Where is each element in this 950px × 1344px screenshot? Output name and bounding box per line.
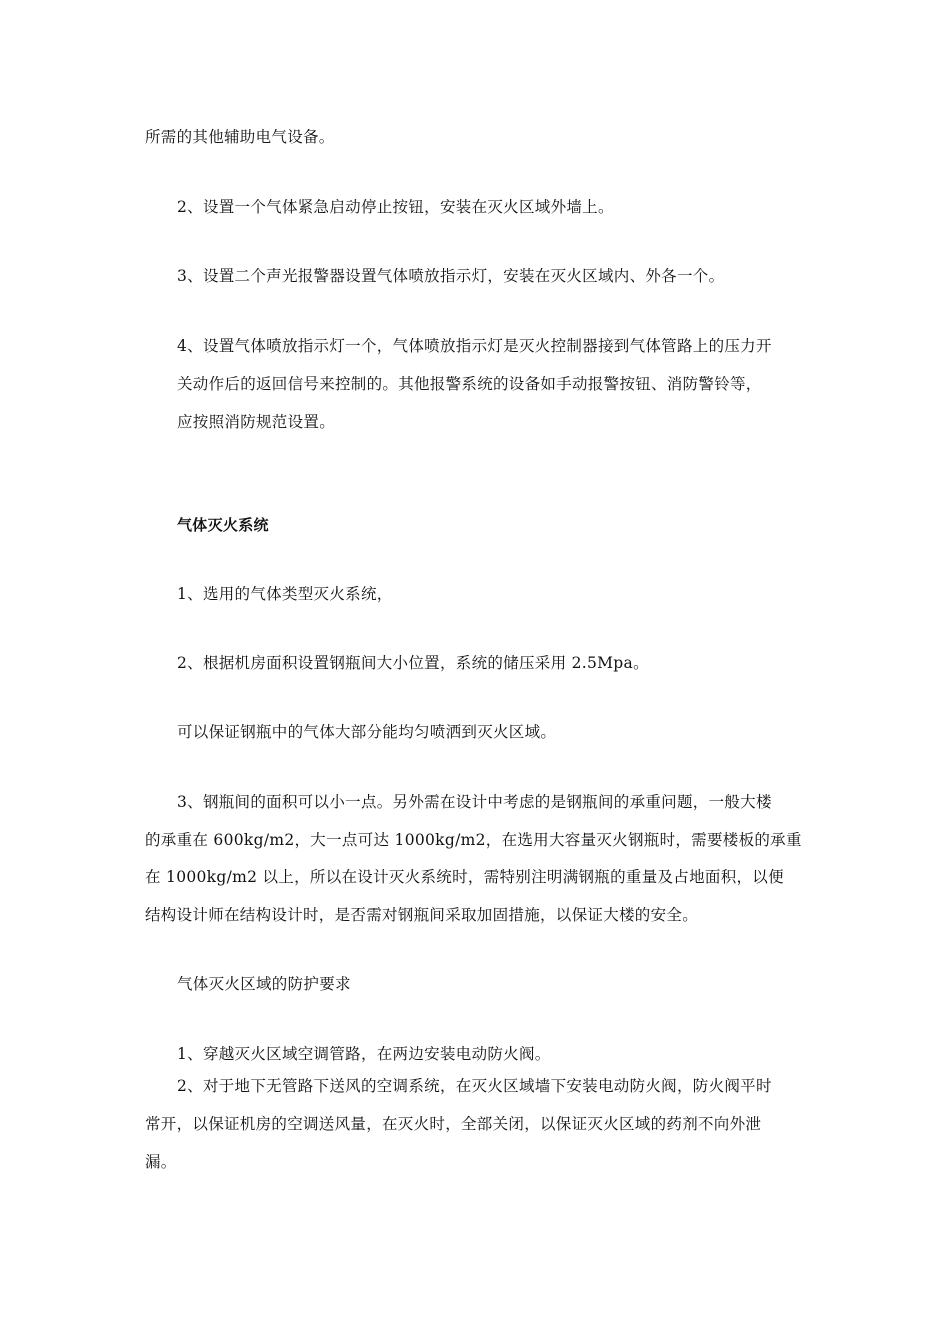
paragraph-line: 应按照消防规范设置。 — [177, 413, 336, 431]
section-heading: 气体灭火系统 — [177, 516, 269, 534]
paragraph-line: 的承重在 600kg/m2，大一点可达 1000kg/m2，在选用大容量灭火钢瓶时，需要楼板的承重 — [145, 831, 802, 849]
paragraph-line: 3、钢瓶间的面积可以小一点。另外需在设计中考虑的是钢瓶间的承重问题，一般大楼 — [177, 793, 772, 811]
section-heading: 气体灭火区域的防护要求 — [177, 975, 351, 993]
paragraph-line: 2、对于地下无管路下送风的空调系统，在灭火区域墙下安装电动防火阀，防火阀平时 — [177, 1077, 772, 1095]
paragraph-line: 2、根据机房面积设置钢瓶间大小位置，系统的储压采用 2.5Mpa。 — [177, 654, 649, 672]
paragraph-line: 可以保证钢瓶中的气体大部分能均匀喷洒到灭火区域。 — [177, 723, 557, 741]
paragraph-line: 结构设计师在结构设计时，是否需对钢瓶间采取加固措施，以保证大楼的安全。 — [145, 906, 699, 924]
paragraph-line: 1、选用的气体类型灭火系统， — [177, 585, 393, 603]
paragraph-line: 常开，以保证机房的空调送风量，在灭火时，全部关闭，以保证灭火区域的药剂不向外泄 — [145, 1115, 762, 1133]
paragraph-line: 漏。 — [145, 1153, 177, 1171]
paragraph-line: 所需的其他辅助电气设备。 — [145, 128, 335, 146]
paragraph-line: 1、穿越灭火区域空调管路，在两边安装电动防火阀。 — [177, 1045, 551, 1063]
paragraph-line: 3、设置二个声光报警器设置气体喷放指示灯，安装在灭火区域内、外各一个。 — [177, 267, 725, 285]
paragraph-line: 4、设置气体喷放指示灯一个，气体喷放指示灯是灭火控制器接到气体管路上的压力开 — [177, 337, 772, 355]
paragraph-line: 关动作后的返回信号来控制的。其他报警系统的设备如手动报警按钮、消防警铃等， — [177, 375, 762, 393]
paragraph-line: 在 1000kg/m2 以上，所以在设计灭火系统时，需特别注明满钢瓶的重量及占地面积，以便 — [145, 868, 784, 886]
paragraph-line: 2、设置一个气体紧急启动停止按钮，安装在灭火区域外墙上。 — [177, 198, 614, 216]
